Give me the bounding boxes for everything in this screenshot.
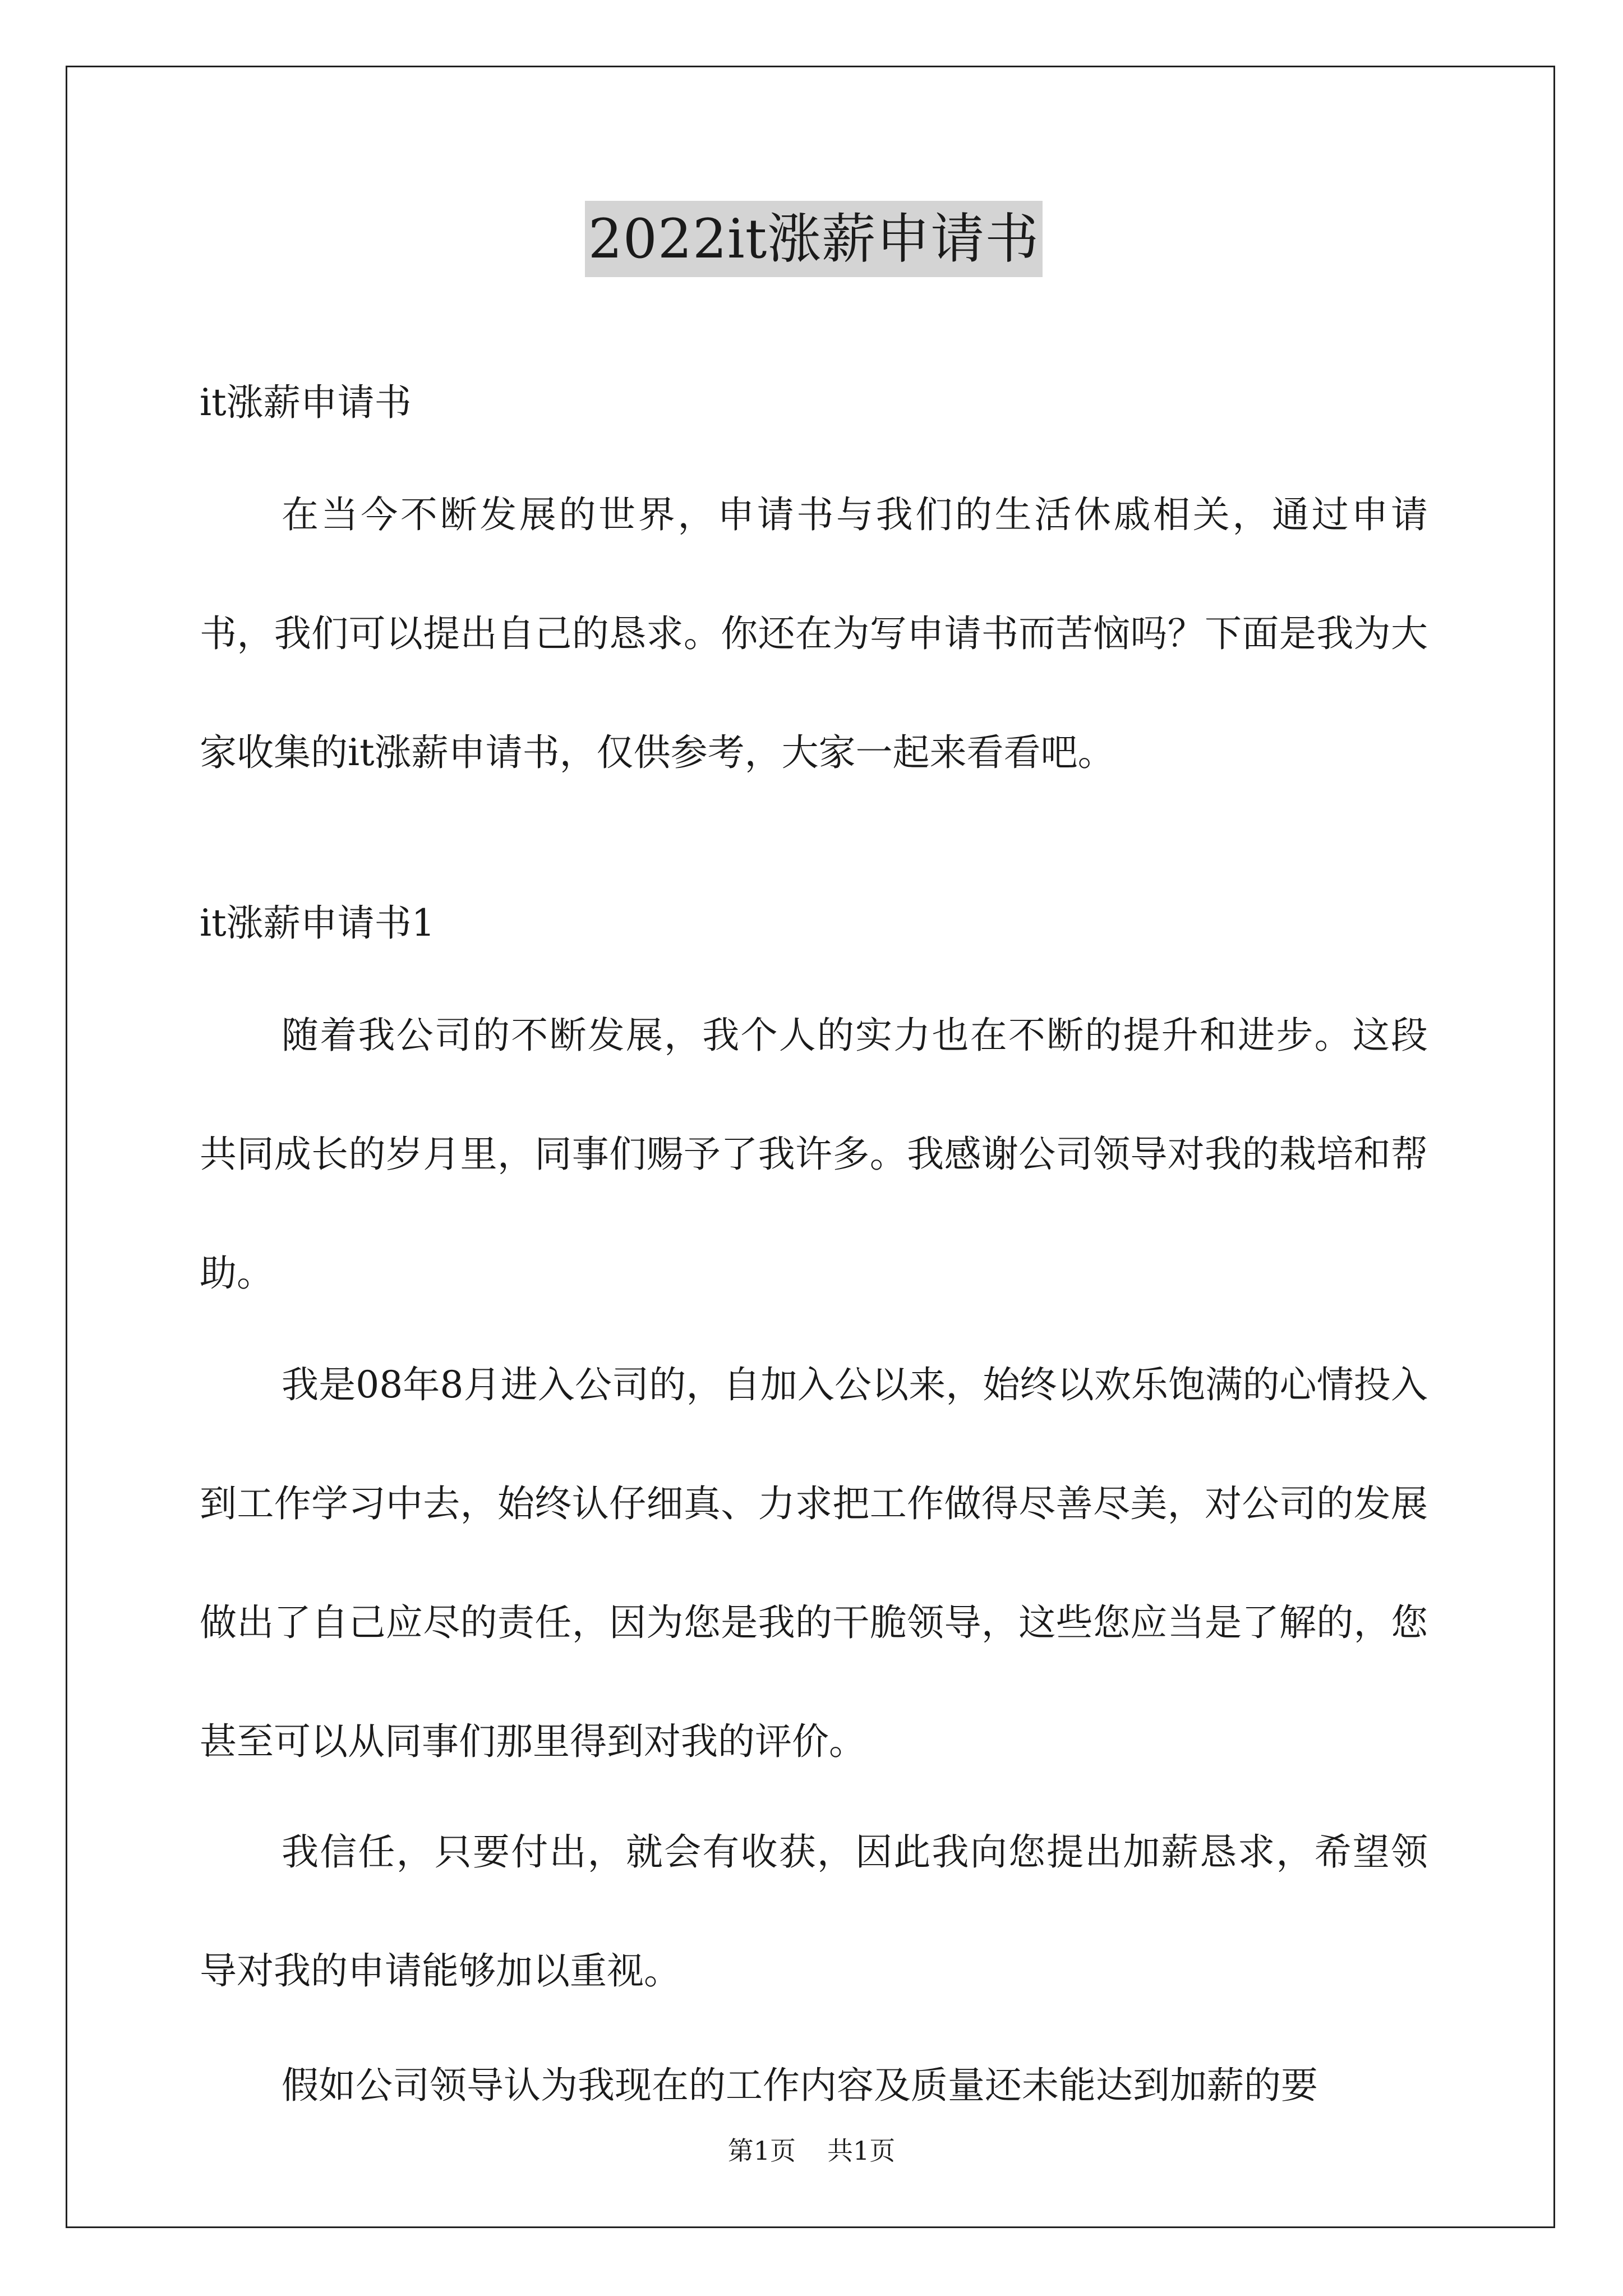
page-total: 共1页 — [827, 2136, 896, 2166]
section-heading-1: it涨薪申请书1 — [200, 901, 435, 945]
intro-paragraph: 在当今不断发展的世界，申请书与我们的生活休戚相关，通过申请书，我们可以提出自己的恳求。你还在为写申请书而苦恼吗？下面是我为大家收集的it涨薪申请书，仅供参考，大家一起来看看吧。 — [200, 493, 1428, 774]
title-wrap — [200, 201, 1428, 277]
document-title: 2022it涨薪申请书 — [585, 201, 1043, 277]
intro-heading: it涨薪申请书 — [200, 381, 412, 424]
body-paragraph-3: 我信任，只要付出，就会有收获，因此我向您提出加薪恳求，希望领导对我的申请能够加以重视。 — [200, 1830, 1428, 1993]
body-paragraph-2: 我是08年8月进入公司的，自加入公以来，始终以欢乐饱满的心情投入到工作学习中去，始终认仔细真、力求把工作做得尽善尽美，对公司的发展做出了自己应尽的责任，因为您是我的干脆领导，这些您应当是了解的，您甚至可以从同事们那里得到对我的评价。 — [200, 1363, 1428, 1763]
body-paragraph-1: 随着我公司的不断发展，我个人的实力也在不断的提升和进步。这段共同成长的岁月里，同事们赐予了我许多。我感谢公司领导对我的栽培和帮助。 — [200, 1014, 1428, 1295]
body-paragraph-4: 假如公司领导认为我现在的工作内容及质量还未能达到加薪的要 — [282, 2064, 1318, 2107]
page-number: 第1页 — [727, 2136, 796, 2166]
page-footer — [0, 2134, 1623, 2168]
